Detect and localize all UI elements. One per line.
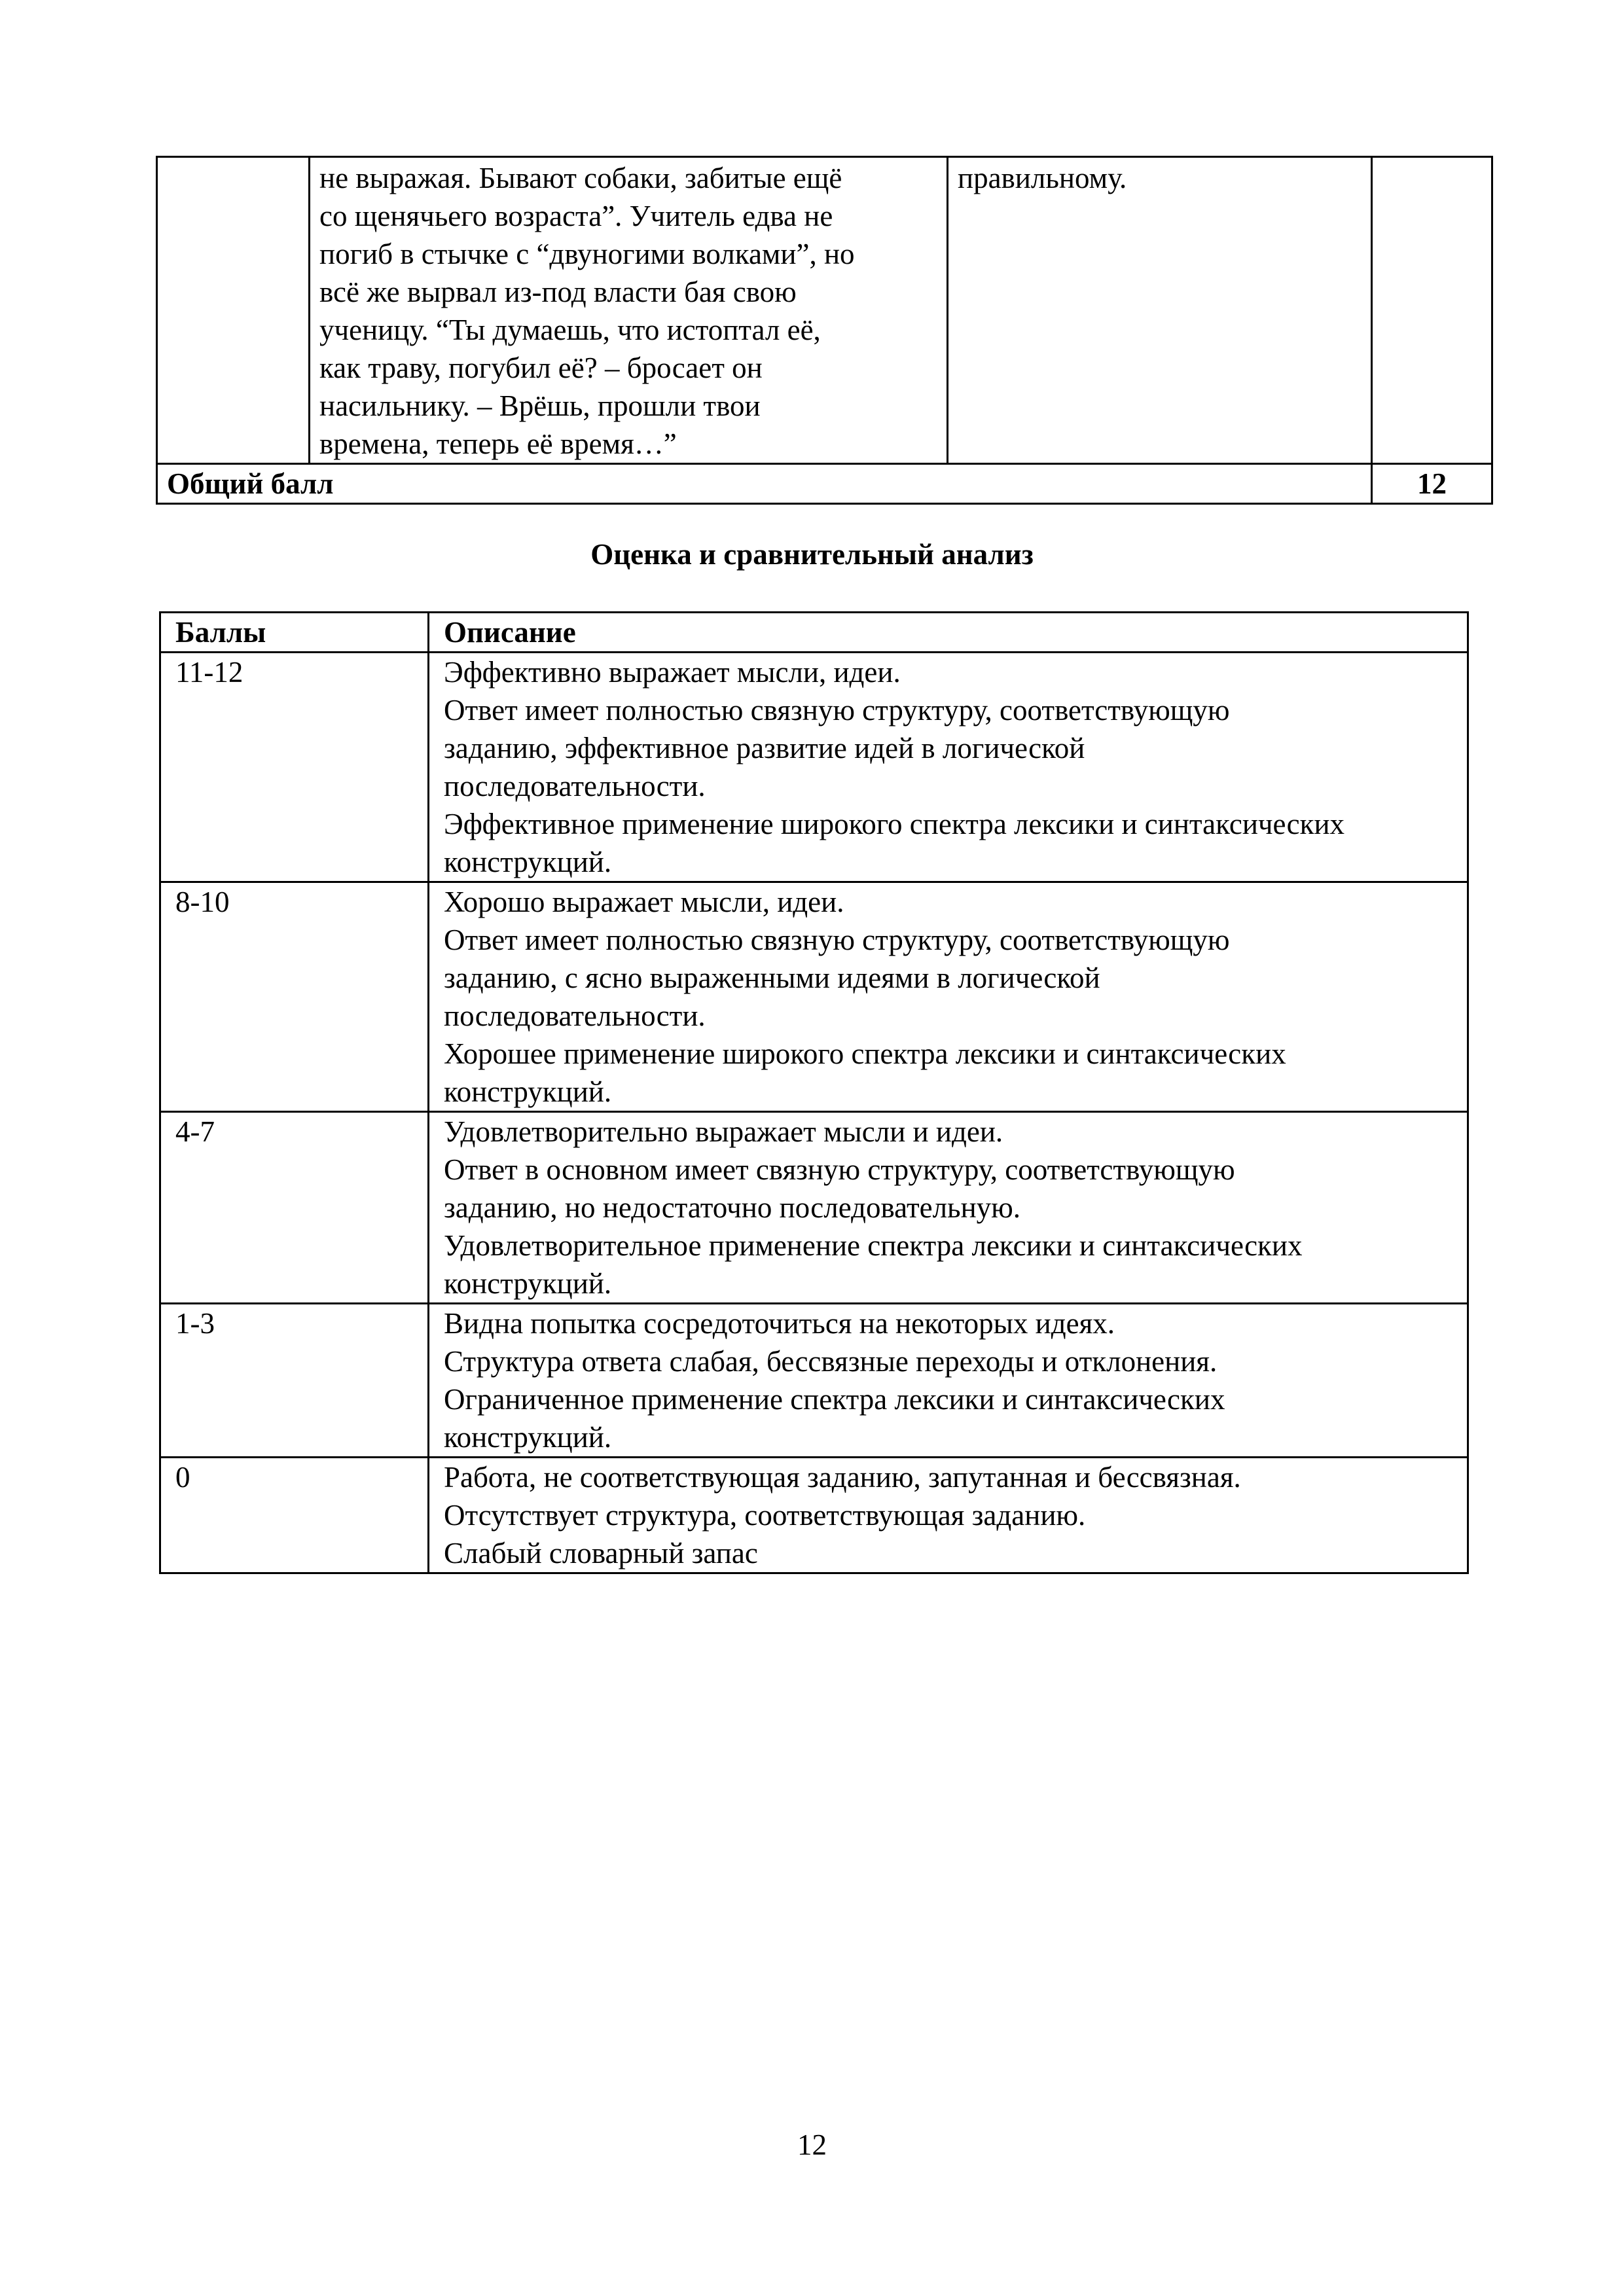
- description-line: Удовлетворительно выражает мысли и идеи.: [444, 1115, 1003, 1148]
- score-range: 8-10: [160, 882, 429, 1112]
- rubric-row: [160, 1458, 1468, 1573]
- description-cell: [429, 1458, 1468, 1573]
- note-text: правильному.: [958, 162, 1127, 194]
- description-line: Видна попытка сосредоточиться на некоторых идеях.: [444, 1307, 1115, 1340]
- note-cell: [948, 157, 1372, 464]
- description-line: Отсутствует структура, соответствующая заданию.: [444, 1499, 1086, 1532]
- description-line: заданию, с ясно выраженными идеями в логической: [444, 961, 1100, 994]
- description-line: заданию, но недостаточно последовательную.: [444, 1191, 1021, 1224]
- description-line: Структура ответа слабая, бессвязные переходы и отклонения.: [444, 1345, 1218, 1378]
- description-line: Работа, не соответствующая заданию, запутанная и бессвязная.: [444, 1461, 1241, 1494]
- score-range: 1-3: [160, 1304, 429, 1458]
- example-text-line: насильнику. – Врёшь, прошли твои: [319, 389, 761, 422]
- example-text-line: не выражая. Бывают собаки, забитые ещё: [319, 162, 842, 194]
- example-text-line: времена, теперь её время…”: [319, 427, 677, 460]
- header-score: Баллы: [160, 613, 429, 653]
- description-line: Эффективно выражает мысли, идеи.: [444, 656, 901, 689]
- rubric-table: [159, 611, 1469, 1574]
- description-line: последовательности.: [444, 770, 706, 802]
- description-line: конструкций.: [444, 1267, 612, 1300]
- example-text-line: погиб в стычке с “двуногими волками”, но: [319, 238, 855, 270]
- description-line: Слабый словарный запас: [444, 1537, 758, 1570]
- description-line: Ограниченное применение спектра лексики и синтаксических: [444, 1383, 1225, 1416]
- description-line: Хорошо выражает мысли, идеи.: [444, 886, 844, 918]
- table-row: [157, 157, 1492, 464]
- description-cell: [429, 882, 1468, 1112]
- total-value: 12: [1372, 464, 1492, 504]
- description-line: Хорошее применение широкого спектра лексики и синтаксических: [444, 1037, 1286, 1070]
- description-line: конструкций.: [444, 1075, 612, 1108]
- description-line: Удовлетворительное применение спектра лексики и синтаксических: [444, 1229, 1303, 1262]
- description-cell: [429, 1304, 1468, 1458]
- score-range: 11-12: [160, 653, 429, 882]
- total-row: [157, 464, 1492, 504]
- description-line: конструкций.: [444, 1421, 612, 1454]
- description-line: заданию, эффективное развитие идей в логической: [444, 732, 1085, 764]
- criterion-cell-empty: [157, 157, 310, 464]
- example-text-cell: [310, 157, 948, 464]
- example-text-line: всё же вырвал из-под власти бая свою: [319, 276, 797, 308]
- rubric-row: [160, 1304, 1468, 1458]
- rubric-row: [160, 882, 1468, 1112]
- description-line: конструкций.: [444, 846, 612, 878]
- description-cell: [429, 653, 1468, 882]
- description-line: последовательности.: [444, 999, 706, 1032]
- description-line: Ответ в основном имеет связную структуру, соответствующую: [444, 1153, 1235, 1186]
- example-text-line: как траву, погубил её? – бросает он: [319, 351, 763, 384]
- rubric-header-row: [160, 613, 1468, 653]
- total-label: Общий балл: [157, 464, 1372, 504]
- scoring-table-continuation: [156, 156, 1493, 505]
- rubric-row: [160, 1112, 1468, 1304]
- description-cell: [429, 1112, 1468, 1304]
- description-line: Ответ имеет полностью связную структуру, соответствующую: [444, 924, 1230, 956]
- section-heading: Оценка и сравнительный анализ: [590, 538, 1034, 571]
- header-description: Описание: [429, 613, 1468, 653]
- score-cell-empty: [1372, 157, 1492, 464]
- score-range: 0: [160, 1458, 429, 1573]
- example-text-line: со щенячьего возраста”. Учитель едва не: [319, 200, 833, 232]
- page-number: 12: [797, 2128, 827, 2161]
- score-range: 4-7: [160, 1112, 429, 1304]
- rubric-row: [160, 653, 1468, 882]
- description-line: Эффективное применение широкого спектра лексики и синтаксических: [444, 808, 1345, 840]
- description-line: Ответ имеет полностью связную структуру, соответствующую: [444, 694, 1230, 726]
- example-text-line: ученицу. “Ты думаешь, что истоптал её,: [319, 314, 821, 346]
